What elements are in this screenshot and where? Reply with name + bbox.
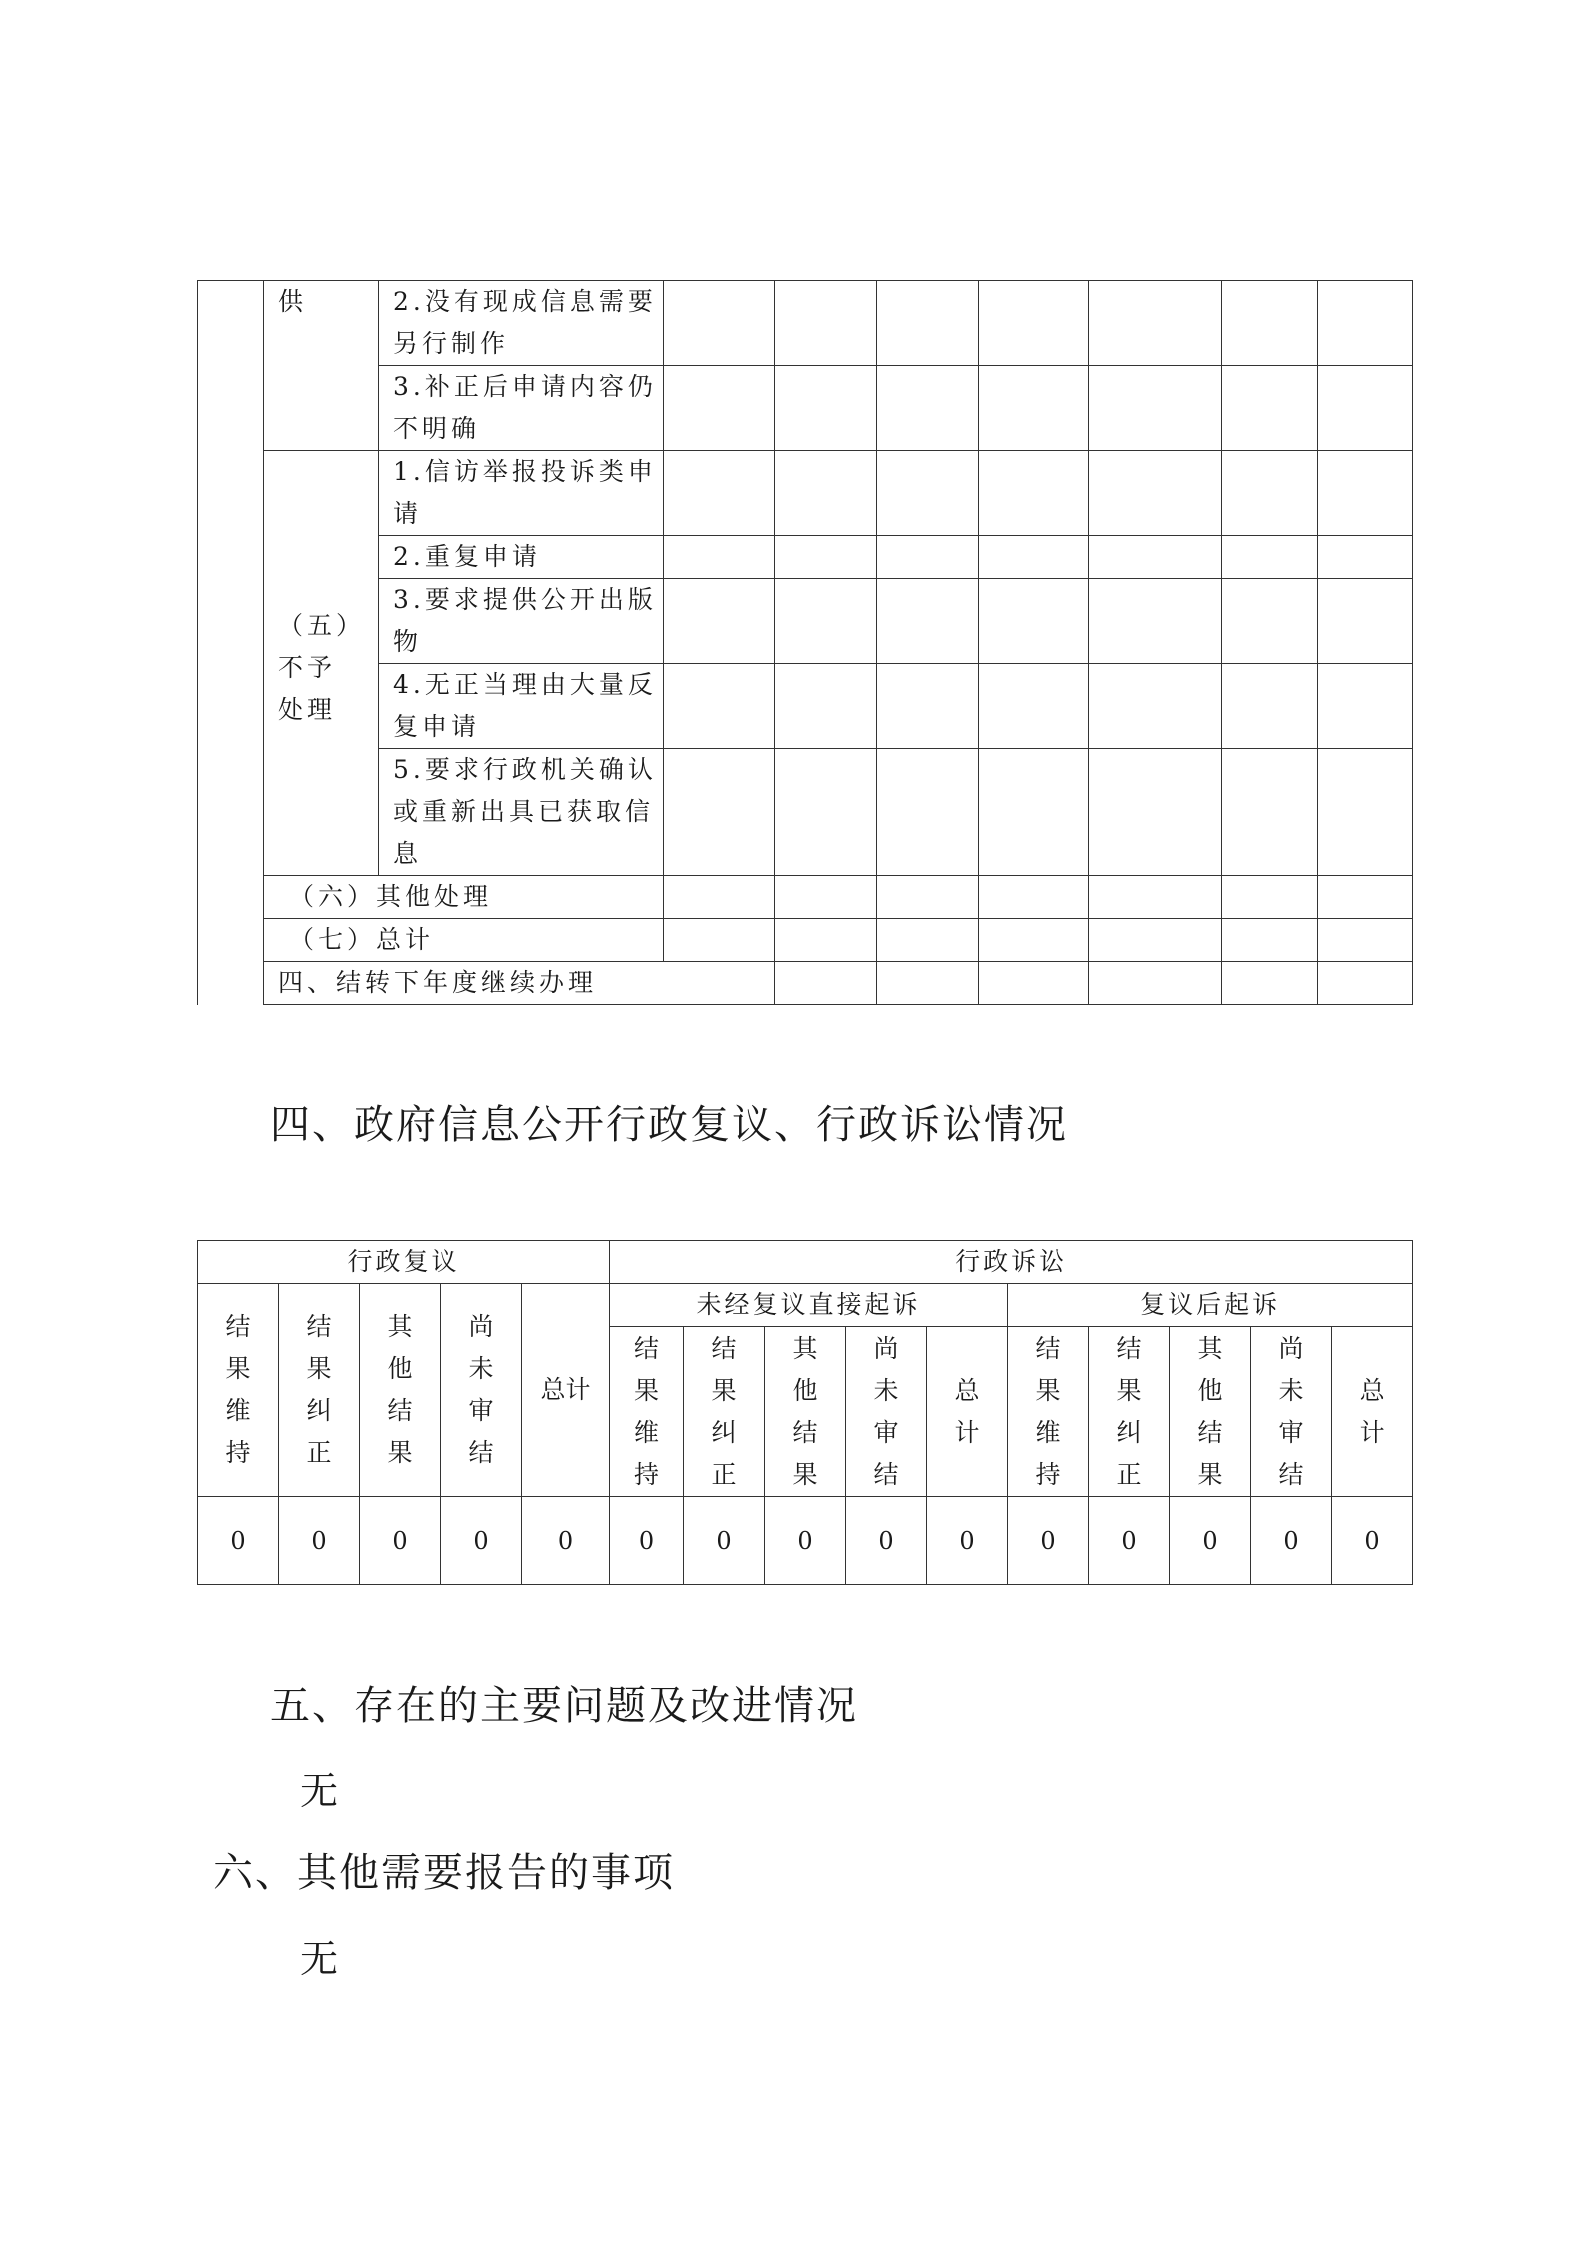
sub-row-label: 1.信访举报投诉类申请: [379, 451, 664, 536]
application-handling-table: [197, 280, 1413, 1005]
value-cell: 0: [1089, 1497, 1170, 1585]
section6-body: 无: [300, 1937, 339, 1981]
sub-row-label: 5.要求行政机关确认或重新出具已获取信息: [379, 749, 664, 876]
col-direct-corrected: 结果纠正: [684, 1327, 765, 1497]
section6-heading: 六、其他需要报告的事项: [213, 1850, 675, 1896]
section5-body: 无: [300, 1769, 339, 1813]
col-direct-total: 总计: [927, 1327, 1008, 1497]
value-cell: 0: [522, 1497, 610, 1585]
value-cell: 0: [765, 1497, 846, 1585]
col-review-corrected: 结果纠正: [279, 1284, 360, 1497]
col-after-pending: 尚未审结: [1251, 1327, 1332, 1497]
col-after-maintained: 结果维持: [1008, 1327, 1089, 1497]
value-cell: 0: [279, 1497, 360, 1585]
value-cell: 0: [1170, 1497, 1251, 1585]
col-review-total: 总计: [522, 1284, 610, 1497]
col-review-pending: 尚未审结: [441, 1284, 522, 1497]
col-after-total: 总计: [1332, 1327, 1413, 1497]
col-direct-maintained: 结果维持: [610, 1327, 684, 1497]
value-cell: 0: [360, 1497, 441, 1585]
sub-row-label: 3.要求提供公开出版物: [379, 579, 664, 664]
row-other-handling: （六）其他处理: [264, 876, 664, 919]
value-cell: 0: [1008, 1497, 1089, 1585]
row-carry-over: 四、结转下年度继续办理: [264, 962, 775, 1005]
header-direct-suit: 未经复议直接起诉: [610, 1284, 1008, 1327]
section4-heading: 四、政府信息公开行政复议、行政诉讼情况: [270, 1102, 1068, 1148]
header-admin-litigation: 行政诉讼: [610, 1241, 1413, 1284]
row-total: （七）总计: [264, 919, 664, 962]
col-direct-other: 其他结果: [765, 1327, 846, 1497]
col-after-corrected: 结果纠正: [1089, 1327, 1170, 1497]
col-after-other: 其他结果: [1170, 1327, 1251, 1497]
category-gong: 供: [264, 281, 379, 451]
section5-heading: 五、存在的主要问题及改进情况: [270, 1683, 858, 1729]
value-cell: 0: [610, 1497, 684, 1585]
value-cell: 0: [927, 1497, 1008, 1585]
value-cell: 0: [441, 1497, 522, 1585]
sub-row-label: 3.补正后申请内容仍不明确: [379, 366, 664, 451]
outer-category-cell: [198, 281, 264, 1005]
sub-row-label: 2.没有现成信息需要另行制作: [379, 281, 664, 366]
category-no-handling: （五）不予处理: [264, 451, 379, 876]
value-cell: 0: [198, 1497, 279, 1585]
col-direct-pending: 尚未审结: [846, 1327, 927, 1497]
value-cell: 0: [684, 1497, 765, 1585]
col-review-maintained: 结果维持: [198, 1284, 279, 1497]
header-admin-review: 行政复议: [198, 1241, 610, 1284]
value-cell: 0: [1251, 1497, 1332, 1585]
value-cell: 0: [846, 1497, 927, 1585]
review-litigation-table: [197, 1240, 1413, 1585]
sub-row-label: 2.重复申请: [379, 536, 664, 579]
value-cell: 0: [1332, 1497, 1413, 1585]
sub-row-label: 4.无正当理由大量反复申请: [379, 664, 664, 749]
header-after-review-suit: 复议后起诉: [1008, 1284, 1413, 1327]
col-review-other: 其他结果: [360, 1284, 441, 1497]
